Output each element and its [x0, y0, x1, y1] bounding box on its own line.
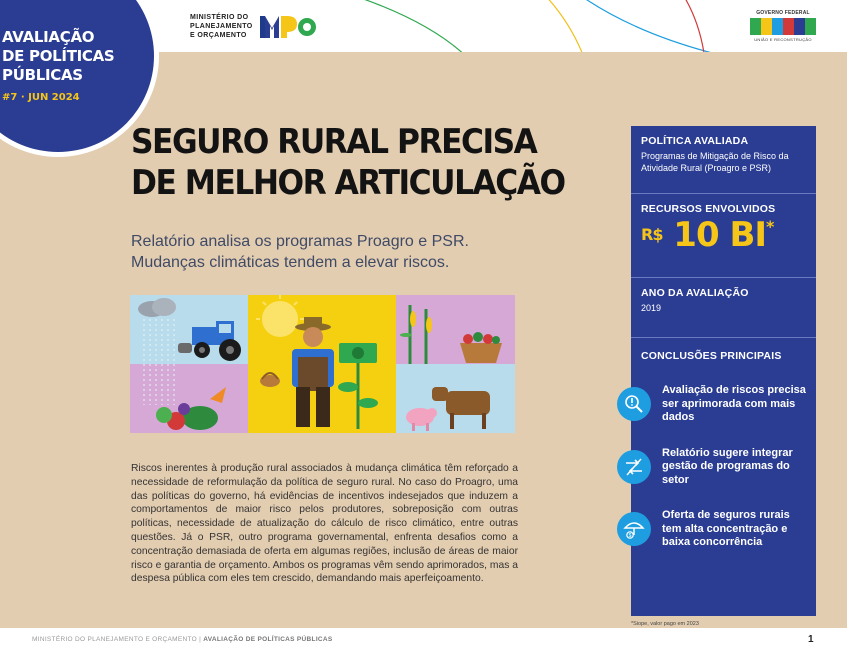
conclusions-heading: CONCLUSÕES PRINCIPAIS	[641, 350, 782, 362]
year-section	[631, 278, 816, 338]
resources-heading: RECURSOS ENVOLVIDOS	[641, 203, 776, 215]
body-paragraph: Riscos inerentes à produção rural associados à mudança climática têm reforçado a necessidade de reformulação da política de seguro rural. No caso do Proagro, uma das políticas do governo, há evidências de incentivos indesejados que induzem a comportamentos de maior risco pelos produtores, sobreposição com outras políticas, necessidade de atualização do cálculo de risco climático, entre outras questões. Já o PSR, outro programa governamental, enfrenta desafios como a concentração demasiada de oferta em algumas regiões, inclusão de áreas de maior risco e garantia de orçamento. Ambos os programas vêm sendo aprimorados, mas a despesa pública com eles tem crescido, demandando mais aperfeiçoamento.	[131, 463, 518, 585]
conclusion-item	[617, 384, 806, 425]
cow-pig-icon	[396, 364, 515, 433]
page-number: 1	[808, 634, 814, 645]
resources-section	[631, 194, 816, 278]
policy-heading: POLÍTICA AVALIADA	[641, 135, 749, 147]
badge-line: DE POLÍTICAS	[2, 47, 115, 65]
year-value: 2019	[641, 303, 662, 313]
risk-analysis-icon	[617, 387, 651, 421]
footnote: *Siope, valor pago em 2023	[631, 621, 699, 627]
rural-illustration	[130, 295, 515, 433]
conclusion-text: Oferta de seguros rurais tem alta concentração e baixa concorrência	[662, 509, 790, 548]
page-title: SEGURO RURAL PRECISA DE MELHOR ARTICULAÇÃO	[131, 122, 565, 203]
conclusions-section	[628, 338, 816, 562]
farmer-icon	[248, 295, 396, 433]
mpo-logo-icon	[260, 14, 316, 40]
vegetables-icon	[130, 364, 248, 433]
conclusion-text: Relatório sugere integrar gestão de programas do setor	[662, 446, 793, 486]
integration-arrows-icon	[617, 450, 651, 484]
footer-text: MINISTÉRIO DO PLANEJAMENTO E ORÇAMENTO | AVALIAÇÃO DE POLÍTICAS PÚBLICAS	[32, 636, 333, 643]
summary-panel	[628, 126, 816, 616]
badge-line: AVALIAÇÃO	[2, 28, 95, 46]
badge-line: PÚBLICAS	[2, 66, 83, 84]
page-footer	[0, 628, 847, 653]
ministry-name: MINISTÉRIO DO PLANEJAMENTO E ORÇAMENTO	[190, 14, 253, 39]
conclusion-item	[617, 447, 806, 488]
gov-brasil-icon	[750, 18, 816, 35]
svg-text:$: $	[628, 533, 632, 540]
conclusion-text: Avaliação de riscos precisa ser aprimorada com mais dados	[662, 384, 806, 423]
page-subtitle: Relatório analisa os programas Proagro e PSR. Mudanças climáticas tendem a elevar riscos.	[131, 233, 469, 271]
tractor-rain-icon	[130, 295, 248, 364]
badge-issue: #7 · JUN 2024	[2, 92, 80, 103]
year-heading: ANO DA AVALIAÇÃO	[641, 287, 749, 299]
policy-section	[631, 126, 816, 194]
gov-logo: GOVERNO FEDERAL UNIÃO E RECONSTRUÇÃO	[750, 10, 816, 42]
resources-value: $^{R\$}$ 10 BI*	[641, 215, 774, 255]
umbrella-money-icon	[617, 512, 651, 546]
corn-basket-icon	[396, 295, 515, 364]
policy-body: Programas de Mitigação de Risco da Atividade Rural (Proagro e PSR)	[641, 151, 789, 173]
conclusion-item	[617, 509, 806, 550]
